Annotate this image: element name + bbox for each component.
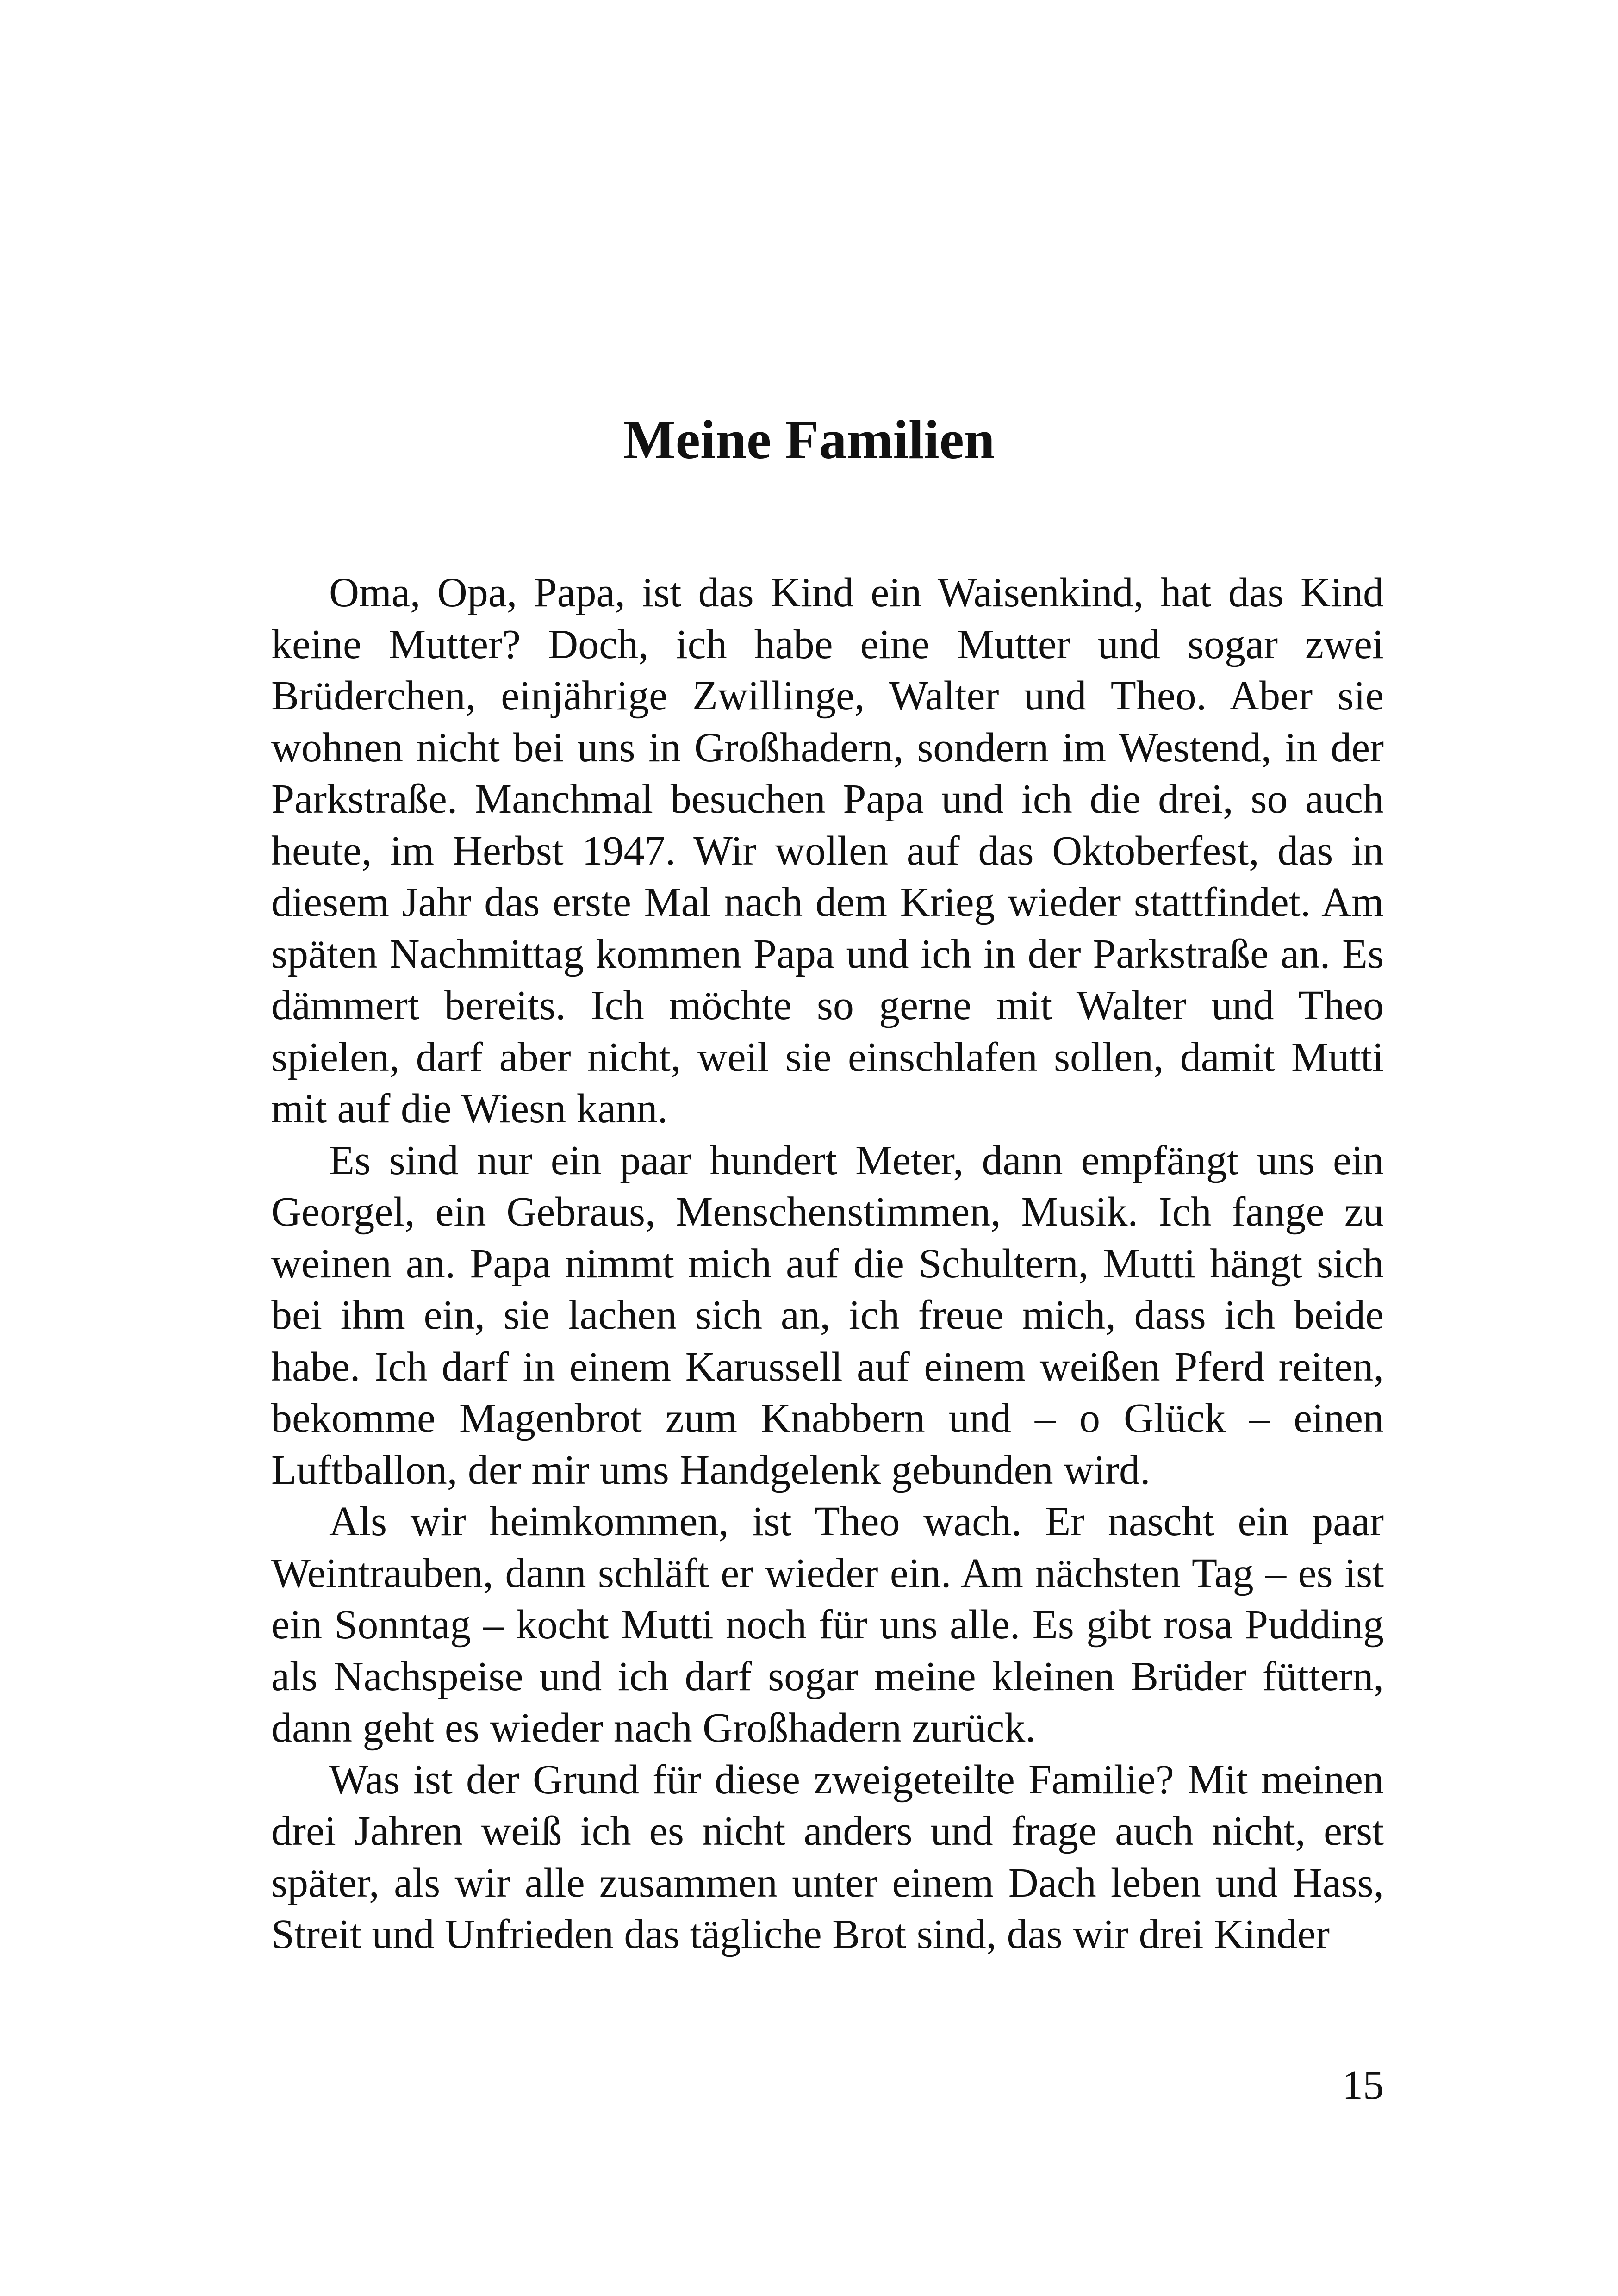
paragraph: Was ist der Grund für diese zweigeteilte Familie? Mit meinen drei Jahren weiß ich es nicht anders und frage auch nicht, erst später, als wir alle zusammen unter einem Dach leben und Hass, Streit und Unfrieden das tägliche Brot sind, das wir drei Kinder	[271, 1756, 1384, 1957]
page-number: 15	[1342, 2062, 1384, 2108]
paragraph: Oma, Opa, Papa, ist das Kind ein Waisenkind, hat das Kind keine Mutter? Doch, ich habe eine Mutter und sogar zwei Brüderchen, einjährige Zwillinge, Walter und Theo. Aber sie wohnen nicht bei uns in Großhadern, sondern im Westend, in der Parkstraße. Manchmal besuchen Papa und ich die drei, so auch heute, im Herbst 1947. Wir wollen auf das Oktoberfest, das in diesem Jahr das erste Mal nach dem Krieg wieder stattfindet. Am späten Nachmittag kommen Papa und ich in der Parkstraße an. Es dämmert bereits. Ich möchte so gerne mit Walter und Theo spielen, darf aber nicht, weil sie einschlafen sollen, damit Mutti mit auf die Wiesn kann.	[271, 570, 1384, 1132]
paragraph: Es sind nur ein paar hundert Meter, dann empfängt uns ein Georgel, ein Gebraus, Menschenstimmen, Musik. Ich fange zu weinen an. Papa nimmt mich auf die Schultern, Mutti hängt sich bei ihm ein, sie lachen sich an, ich freue mich, dass ich beide habe. Ich darf in einem Karussell auf einem weißen Pferd reiten, bekomme Magenbrot zum Knabbern und – o Glück – einen Luftballon, der mir ums Handgelenk gebunden wird.	[271, 1137, 1384, 1493]
chapter-title: Meine Familien	[623, 409, 995, 470]
body-text	[271, 567, 1384, 1960]
paragraph: Als wir heimkommen, ist Theo wach. Er nascht ein paar Weintrauben, dann schläft er wieder ein. Am nächsten Tag – es ist ein Sonntag – kocht Mutti noch für uns alle. Es gibt rosa Pudding als Nachspeise und ich darf sogar meine kleinen Brüder füttern, dann geht es wieder nach Großhadern zurück.	[271, 1499, 1384, 1751]
